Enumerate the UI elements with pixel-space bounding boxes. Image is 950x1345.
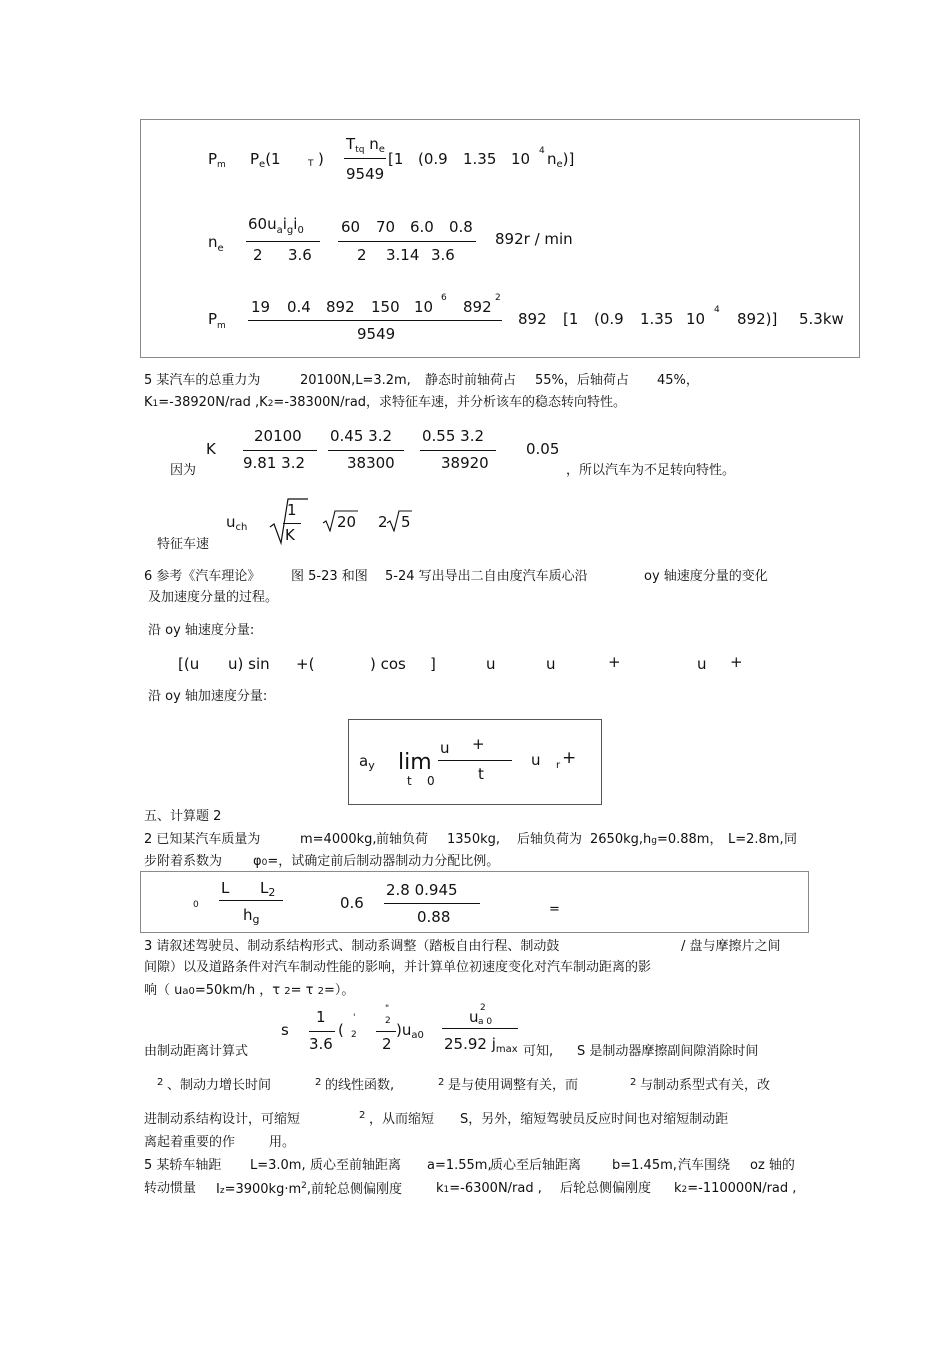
- pm-symbol: $P_m$: [208, 150, 226, 170]
- q5b-l1-g: 汽车围绕: [678, 1158, 731, 1173]
- q3-line1: 3 请叙述驾驶员、制动系结构形式、制动系调整（踏板自由行程、制动鼓: [144, 939, 560, 954]
- r3-1-35: 1.35: [640, 310, 674, 328]
- fraction-bar: [243, 450, 317, 451]
- formula-box-phi0: [140, 871, 809, 933]
- r3-892c: 892)]: [737, 310, 778, 328]
- lim-sub-0: 0: [427, 774, 435, 788]
- bracket-open: [1: [388, 150, 404, 168]
- phi-0-6: 0.6: [340, 894, 364, 912]
- s-close: )$u_{a0}$: [396, 1021, 424, 1041]
- fa-den: 9.81 3.2: [243, 454, 306, 472]
- know-label-b: S 是制动器摩擦副间隙消除时间: [577, 1044, 759, 1059]
- s-frac3-sup: 2: [480, 1003, 486, 1013]
- s-frac3-den: 25.92 $j_{max}$: [444, 1035, 518, 1055]
- r3-exp-6: 6: [441, 293, 447, 303]
- from-formula-label: 由制动距离计算式: [144, 1044, 249, 1059]
- fraction-bar: [328, 450, 404, 451]
- fc-num: 0.55 3.2: [422, 427, 485, 445]
- sqrt-den: K: [285, 526, 295, 544]
- s-frac3-num: u: [469, 1008, 479, 1026]
- vel-b: u) sin: [228, 655, 270, 673]
- q2-line2-a: 步附着系数为: [144, 854, 223, 869]
- frac3-den-3-14: 3.14: [386, 246, 420, 264]
- s-frac2-den: 2: [382, 1035, 392, 1053]
- q3-line1-b: / 盘与摩擦片之间: [681, 939, 781, 954]
- frac3-num-60: 60: [341, 218, 361, 236]
- q5b-l2-a: 转动惯量: [144, 1181, 197, 1196]
- tq-ne-numerator: $T_{tq}$ $n_e$: [346, 135, 385, 155]
- q3-l6-b: 2: [359, 1110, 366, 1121]
- frac2-den-2: 2: [253, 246, 263, 264]
- fraction-bar: [420, 450, 496, 451]
- q2-same: 同: [784, 832, 798, 847]
- r3-exp-2: 2: [495, 293, 501, 303]
- q3-l6-d: S，另外，缩短驾驶员反应时间也对缩短制动距: [460, 1112, 729, 1127]
- vel-c: +(: [296, 655, 315, 673]
- frac3-num-6-0: 6.0: [410, 218, 434, 236]
- q5b-l1-a: 5 某轿车轴距: [144, 1158, 222, 1173]
- q2-front: 前轴负荷: [376, 832, 429, 847]
- uch-symbol: $u_{ch}$: [226, 513, 248, 533]
- r3-19: 19: [251, 298, 271, 316]
- r3-result: 5.3kw: [799, 310, 844, 328]
- s-frac3-sub: a 0: [478, 1017, 493, 1027]
- lim-operator: lim: [398, 750, 432, 775]
- understeer-conclusion: ，所以汽车为不足转向特性。: [566, 463, 736, 478]
- acceleration-label: 沿 oy 轴加速度分量:: [148, 689, 268, 704]
- sqrt5-value: 5: [401, 513, 411, 531]
- fraction-bar: [438, 760, 512, 761]
- q5b-l1-d: a=1.55m,: [427, 1158, 492, 1173]
- q6-line2: 及加速度分量的过程。: [148, 590, 279, 605]
- ay-symbol: $a_y$: [359, 752, 375, 772]
- k-value: 0.05: [526, 440, 560, 458]
- vel-a: [(u: [178, 655, 200, 673]
- s-tau1-prime: ': [353, 1013, 356, 1023]
- fraction-bar: [248, 320, 502, 321]
- fb-den: 38300: [347, 454, 395, 472]
- vel-i: u: [697, 655, 707, 673]
- fraction-bar: [344, 158, 386, 159]
- q5-line1-e: 45%，: [657, 373, 699, 388]
- q3-l5-g: 2: [630, 1077, 637, 1088]
- s-tau2-sub: 2: [385, 1016, 391, 1026]
- q5-line1-a: 5 某汽车的总重力为: [144, 373, 261, 388]
- frac3-num-0-8: 0.8: [449, 218, 473, 236]
- q2-L: L=2.8m,: [728, 832, 784, 847]
- sqrt-num: 1: [287, 501, 297, 519]
- r3-10b: 10: [686, 310, 706, 328]
- r3-0-9: (0.9: [594, 310, 624, 328]
- q3-l6-a: 进制动系结构设计，可缩短: [144, 1112, 301, 1127]
- section-title: 五、计算题 2: [144, 809, 222, 824]
- q2-line1: 2 已知某汽车质量为: [144, 832, 261, 847]
- frac2-den-36: 3.6: [288, 246, 312, 264]
- val-10: 10: [511, 150, 531, 168]
- r3-150: 150: [371, 298, 400, 316]
- q5-line1-b: 20100N,L=3.2m,: [300, 373, 411, 388]
- fraction-bar: [219, 900, 283, 901]
- lim-den-t: t: [478, 765, 484, 783]
- two-coefficient: 2: [378, 513, 388, 531]
- s-frac-num: 1: [316, 1008, 326, 1026]
- lim-num-u: u: [440, 739, 450, 757]
- vel-d: ) cos: [370, 655, 406, 673]
- q5b-l1-e: 质心至后轴距离: [490, 1158, 582, 1173]
- fraction-bar: [338, 241, 476, 242]
- fraction-bar: [442, 1028, 518, 1029]
- s-frac-den: 3.6: [309, 1035, 333, 1053]
- lim-num-plus: +: [472, 735, 485, 753]
- q6-line1-b: 图 5-23 和图: [291, 569, 368, 584]
- denominator-9549: 9549: [346, 165, 385, 183]
- q5b-l2-h: 后轮总侧偏刚度: [560, 1181, 652, 1196]
- pm3-symbol: $P_m$: [208, 310, 226, 331]
- ur-subscript: r: [556, 760, 561, 771]
- phi0-subscript: 0: [193, 900, 199, 910]
- s-tau2-prime: ": [385, 1004, 390, 1014]
- q5-line2: K1=-38920N/rad ,K2=-38300N/rad，求特征车速，并分析该车的稳态转向特性。: [144, 395, 627, 410]
- fraction-bar: [376, 1031, 396, 1032]
- q3-l5-c: 2: [315, 1077, 322, 1088]
- phi-equals: =: [549, 902, 560, 917]
- velocity-label: 沿 oy 轴速度分量:: [148, 623, 255, 638]
- r3-10: 10: [414, 298, 434, 316]
- q5-line1-c: 静态时前轴荷占: [425, 373, 517, 388]
- fraction-bar: [283, 523, 301, 524]
- q3-l7-a: 离起着重要的作: [144, 1135, 236, 1150]
- fc-den: 38920: [441, 454, 489, 472]
- q3-line2: 间隙）以及道路条件对汽车制动性能的影响，并计算单位初速度变化对汽车制动距离的影: [144, 960, 652, 975]
- r3-t892: 892: [518, 310, 547, 328]
- phi-den-hg: $h_g$: [243, 906, 260, 926]
- q5b-l1-h: oz 轴的: [750, 1158, 795, 1173]
- know-label: 可知,: [523, 1044, 554, 1059]
- frac3-den-2: 2: [357, 246, 367, 264]
- fb-num: 0.45 3.2: [330, 427, 393, 445]
- phi-den2: 0.88: [417, 908, 451, 926]
- eta-t-subscript: T: [308, 159, 314, 169]
- frac2-numerator: $60u_ai_gi_0$: [248, 215, 304, 236]
- s-open: (: [338, 1021, 344, 1039]
- q5-line1-d: 55%，后轴荷占: [535, 373, 629, 388]
- q3-l5-e: 2: [438, 1077, 445, 1088]
- k-symbol: K: [206, 440, 216, 458]
- lim-sub-t: t: [407, 774, 412, 788]
- q3-l5-b: 、制动力增长时间: [167, 1078, 272, 1093]
- s-symbol: s: [281, 1021, 289, 1039]
- q6-line1-a: 6 参考《汽车理论》: [144, 569, 261, 584]
- q3-l5-f: 是与使用调整有关，而: [448, 1078, 579, 1093]
- r3-exp-4: 4: [714, 305, 720, 315]
- s-tau1-sub: 2: [351, 1030, 357, 1040]
- q2-mass: m=4000kg,: [300, 832, 377, 847]
- exp-4: 4: [539, 146, 545, 156]
- ne-result: 892r / min: [495, 230, 573, 248]
- r3-0-4: 0.4: [287, 298, 311, 316]
- q3-l5-h: 与制动系型式有关，改: [640, 1078, 771, 1093]
- fa-num: 20100: [254, 427, 302, 445]
- because-label: 因为: [170, 463, 197, 478]
- q3-l5-d: 的线性函数,: [325, 1078, 395, 1093]
- q2-rear: 后轴负荷为: [517, 832, 583, 847]
- pe-term: $P_e(1$: [250, 150, 281, 170]
- val-1-35: 1.35: [463, 150, 497, 168]
- q5b-l2-k1: k1=-6300N/rad ,: [436, 1181, 542, 1196]
- phi-num-L: L: [221, 879, 230, 897]
- phi-num-L2: $L_2$: [260, 879, 276, 899]
- phi-num2: 2.8 0.945: [386, 881, 458, 899]
- sqrt20-value: 20: [337, 513, 357, 531]
- r3-den-9549: 9549: [357, 325, 396, 343]
- q3-l7-b: 用。: [269, 1135, 296, 1150]
- q2-line2-b: φ0=，试确定前后制动器制动力分配比例。: [253, 854, 500, 869]
- r3-892b: 892: [463, 298, 492, 316]
- q6-line1-d: oy 轴速度分量的变化: [644, 569, 768, 584]
- frac3-den-3-6: 3.6: [431, 246, 455, 264]
- ne-end: $n_e$)]: [547, 150, 575, 170]
- vel-j: +: [730, 653, 743, 671]
- vel-e: ]: [430, 655, 436, 673]
- vel-g: u: [546, 655, 556, 673]
- q5b-l2-b: $Iz=3900kg\cdot m^2$,前轮总侧偏刚度: [216, 1181, 403, 1197]
- pe-close: ): [318, 150, 324, 168]
- fraction-bar: [246, 241, 320, 242]
- q3-l6-c: ，从而缩短: [369, 1112, 435, 1127]
- q2-rear-val: 2650kg,hg=0.88m，: [590, 832, 723, 847]
- ur-term: u: [531, 751, 541, 769]
- fraction-bar: [309, 1031, 335, 1032]
- ur-plus: +: [562, 748, 577, 768]
- q5b-l1-c: 质心至前轴距离: [310, 1158, 402, 1173]
- frac3-num-70: 70: [376, 218, 396, 236]
- val-0-9: (0.9: [418, 150, 448, 168]
- vel-f: u: [486, 655, 496, 673]
- char-speed-label: 特征车速: [157, 537, 210, 552]
- q5b-l1-f: b=1.45m,: [612, 1158, 677, 1173]
- ne-symbol: $n_e$: [208, 233, 224, 254]
- fraction-bar: [384, 903, 480, 904]
- r3-bracket: [1: [563, 310, 579, 328]
- q3-line3: 响（ ua0=50km/h ，τ 2= τ 2=）。: [144, 983, 355, 998]
- q5b-l2-k2: k2=-110000N/rad ,: [674, 1181, 797, 1196]
- q3-l5-a: 2: [157, 1077, 164, 1088]
- q2-front-val: 1350kg,: [447, 832, 500, 847]
- vel-h: +: [608, 653, 621, 671]
- r3-892: 892: [326, 298, 355, 316]
- q5b-l1-b: L=3.0m,: [250, 1158, 306, 1173]
- q6-line1-c: 5-24 写出导出二自由度汽车质心沿: [385, 569, 588, 584]
